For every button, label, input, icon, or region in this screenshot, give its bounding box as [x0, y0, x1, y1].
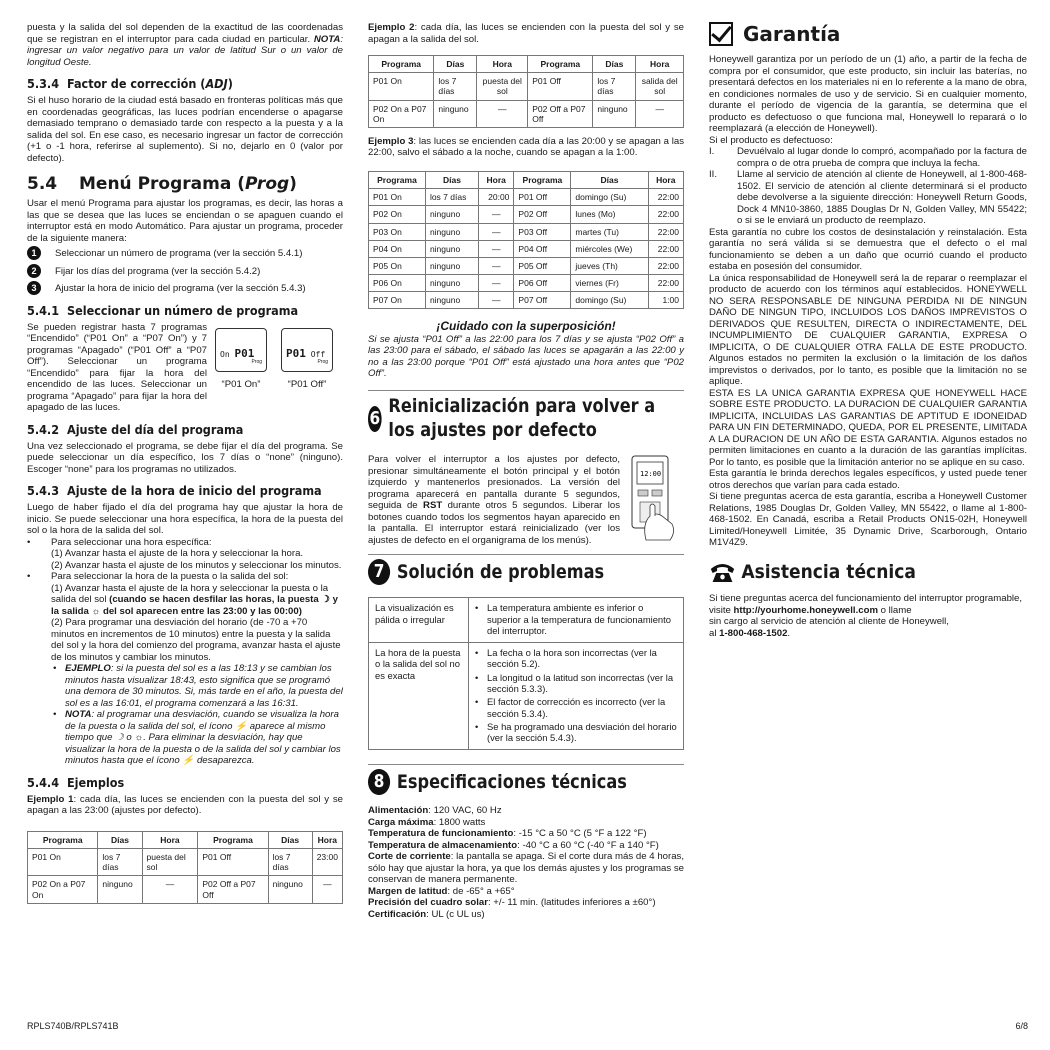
table-row: P02 On a P07 On ninguno — P02 Off a P07 Off ninguno —	[28, 876, 343, 903]
spec-item: Temperatura de funcionamiento: -15 °C a 50 °C (5 °F a 122 °F)	[368, 828, 647, 840]
warranty-paragraph: Honeywell garantiza por un período de un (1) año, a partir de la fecha de compra por el consumidor, que este producto, sin incluir las baterías, no presentará defectos en los materiales ni en lo referente a la mano de obra, en condiciones normales de uso y de servicio. Si en cualquier momento, durante el período de vigencia de la garantía, se determina que el producto es defectuoso o que funciona mal, Honeywell lo reparará o lo reemplazará (a elección de Honeywell).	[709, 54, 1027, 134]
table-row: P04 On ninguno — P04 Off miércoles (We) 22:00	[369, 240, 684, 257]
list-item: I. Devuélvalo al lugar donde lo compró, acompañado por la factura de compra o de otra prueba de compra que incluya la fecha.	[709, 146, 1027, 169]
lcd-example-off	[281, 328, 333, 414]
section-number-icon: 6	[368, 406, 382, 432]
example-note: • EJEMPLO: si la puesta del sol es a las 18:13 y se cambian los minutos hasta visualizar 18:43, esto significa que se programó una demora de 30 minutos. Si, más tarde en el año, la puesta del sol es a las 16:01, el programa comenzará a las 16:31.	[51, 663, 343, 709]
warranty-paragraph: Si el producto es defectuoso:	[709, 134, 833, 146]
step-number-icon: 1	[27, 246, 41, 260]
table-row: P05 On ninguno — P05 Off jueves (Th) 22:00	[369, 257, 684, 274]
spec-item: Temperatura de almacenamiento: -40 °C a 60 °C (-40 °F a 140 °F)	[368, 839, 659, 851]
table-row: P01 On los 7 días puesta del sol P01 Off los 7 días salida del sol	[369, 73, 684, 100]
section-8-heading: 8 Especificaciones técnicas	[368, 769, 685, 795]
section-5-4-1-block	[27, 322, 343, 414]
example-1-text: Ejemplo 1: cada día, las luces se encienden con la puesta del sol y se apagan a las 23:00 (ajustes por defecto).	[27, 793, 343, 817]
warranty-paragraph: La única responsabilidad de Honeywell será la de reparar o reemplazar el producto de acuerdo con los términos aquí establecidos. HONEYWELL NO SERA RESPONSABLE DE NINGUNA PERDIDA NI DE NINGUN DAÑO DE NINGUN TIPO, INCLUIDOS LOS DAÑOS IMPREVISTOS O DERIVADOS QUE RESULTEN, DIRECTA O INDIRECTAMENTE, DEL INCUMPLIMIENTO DE CUALQUIER GARANTIA, EXPRESA O IMPLICITA, O DE CUALQUIER OTRA FALLA DE ESTE PRODUCTO. Algunos estados no permiten la exclusión o la limitación de los daños imprevistos o derivados, por lo tanto, es posible que la limitación no se aplique.	[709, 272, 1027, 387]
section-5-3-4-heading: 5.3.4 Factor de corrección (ADJ)	[27, 76, 233, 91]
table-row: P07 On ninguno — P07 Off domingo (Su) 1:00	[369, 292, 684, 309]
warranty-paragraph: ESTA ES LA UNICA GARANTIA EXPRESA QUE HONEYWELL HACE SOBRE ESTE PRODUCTO. LA DURACION DE CUALQUIER GARANTIA IMPLICITA, INCLUIDAS LAS GARANTIAS DE APTITUD E IDONEIDAD PARA UN FIN DETERMINADO, QUEDA, POR EL PRESENTE, LIMITADA A LA DURACION DE UN AÑO DE ESTA GARANTIA. Algunos estados no permiten limitaciones en cuanto a la duración de las garantías implícitas. Por lo tanto, es posible que la limitación anterior no se aplique en su caso.	[709, 387, 1027, 468]
table-row: P03 On ninguno — P03 Off martes (Tu) 22:00	[369, 223, 684, 240]
section-7-heading: 7 Solución de problemas	[368, 559, 685, 585]
section-5-4-text: Usar el menú Programa para ajustar los programas, es decir, las horas a las que se desea que las luces se enciendan o se apaguen cuando el interruptor está en modo Automático. Para ajustar un programa, proceder de la siguiente manera:	[27, 198, 343, 244]
section-6-text: Para volver el interruptor a los ajustes por defecto, presionar simultáneamente el botón principal y el botón izquierdo y mantenerlos presionados. La versión del programa aparecerá en pantalla durante 5 segundos, seguida de RST durante otros 5 segundos. Liberar los botones cuando todos los segmentos hayan aparecido en la pantalla. El interruptor estará reinicializado (ver los ajustes de defecto en el organigrama de los menús).	[368, 454, 620, 546]
section-5-4-3-text: Luego de haber fijado el día del programa hay que ajustar la hora de inicio. Se puede seleccionar una hora específica, la hora de la puesta del sol o la hora de la salida del sol.	[27, 502, 343, 537]
table-row: P01 On los 7 días puesta del sol P01 Off los 7 días 23:00	[28, 849, 343, 876]
lcd-caption: “P01 Off”	[287, 379, 327, 391]
section-number-icon: 7	[368, 559, 390, 585]
table-row: La visualización es pálida o irregular • La temperatura ambiente es inferior o superior a la temperatura de funcionamiento del interruptor.	[369, 598, 684, 643]
offset-note: • NOTA: al programar una desviación, cuando se visualiza la hora de la puesta o la salida del sol, el ícono ⚡ aparece al mismo tiempo que ☽ o ☼. Para eliminar la desviación, hay que visualizar la hora de la puesta o de la salida del sol y cambiar los minutos hasta que el ícono ⚡ desaparezca.	[51, 709, 343, 767]
table-row: La hora de la puesta o la salida del sol no es exacta • La fecha o la hora son incorrectas (ver la sección 5.2). • La longitud o la latitud son incorrectas (ver la sección 5.3.3). • El factor de corrección es incorrecto (ver la sección 5.3.4). • Se ha programado una desviación del horario (ver la sección 5.4.3).	[369, 643, 684, 750]
list-item: (2) Avanzar hasta el ajuste de los minutos y seleccionar los minutos.	[51, 559, 342, 571]
list-item: (1) Avanzar hasta el ajuste de la hora y seleccionar la hora.	[51, 548, 304, 560]
column-left	[27, 22, 343, 904]
example-2-text: Ejemplo 2: cada día, las luces se encienden con la puesta del sol y se apagan a la salida del sol.	[368, 22, 684, 45]
table-header-row: Programa Días Hora Programa Días Hora	[369, 171, 684, 188]
spec-item: Margen de latitud: de -65° a +65°	[368, 885, 515, 897]
warranty-heading: Garantía	[709, 22, 1027, 46]
lcd-display-icon: P01 Off Prog	[281, 328, 333, 372]
specs-list	[368, 805, 684, 920]
section-number-icon: 8	[368, 769, 390, 795]
support-url-link[interactable]: http://yourhome.honeywell.com	[733, 604, 878, 616]
example-1-table	[27, 831, 343, 904]
warranty-paragraph: Si tiene preguntas acerca de esta garantía, escriba a Honeywell Customer Relations, 1985 Douglas Dr, Golden Valley, MN 55422, o llame al 1-800-468-1502. En Canadá, escriba a Retail Products ON15-02H, Honeywell Limited/Honeywell Limitée, 35 Dynamic Drive, Scarborough, Ontario M1V4Z9.	[709, 491, 1027, 548]
footer-model: RPLS740B/RPLS741B	[27, 1021, 119, 1032]
spec-item: Precisión del cuadro solar: +/- 11 min. (latitudes inferiores a ±60°)	[368, 897, 656, 909]
list-item: • Para seleccionar la hora de la puesta o la salida del sol:	[27, 571, 343, 583]
lcd-caption: “P01 On”	[221, 379, 261, 391]
troubleshooting-table	[368, 597, 684, 750]
table-header-row: Programa Días Hora Programa Días Hora	[369, 56, 684, 73]
section-8	[368, 764, 684, 920]
lcd-example-on	[215, 328, 267, 414]
column-right	[709, 22, 1027, 639]
section-7	[368, 554, 684, 750]
list-item: II. Llame al servicio de atención al cliente de Honeywell, al 1-800-468-1502. El servicio de atención al cliente determinará si el producto debe devolverse a la siguiente dirección: Honeywell Return Goods, Dock 4 MN10-3860, 1885 Douglas Dr N, Golden Valley, MN 55422; o si se le enviará un producto de reemplazo.	[709, 169, 1027, 226]
section-5-4-4-heading: 5.4.4 Ejemplos	[27, 774, 125, 790]
section-5-3-4-text: Si el huso horario de la ciudad está basado en fronteras políticas más que en coordenadas geográficas, las luces podrían encenderse o apagarse demasiado temprano o demasiado tarde con respecto a la puesta y a la salida del sol. En ese caso, es necesario ingresar un factor de corrección (+1 o -1 hora, referirse al suplemento). Si no, dejarlo en 0 (valor por defecto).	[27, 95, 343, 164]
checkbox-icon	[709, 22, 733, 46]
list-item: 3 Ajustar la hora de inicio del programa (ver la sección 5.4.3)	[27, 283, 343, 295]
intro-paragraph: puesta y la salida del sol dependen de la exactitud de las coordenadas que se registran en el interruptor para cada ciudad en particular. NOTA: ingresar un valor negativo para un valor de latitud Sur o un valor de longitud Oeste.	[27, 22, 343, 68]
list-item: (2) Para programar una desviación del horario (de -70 a +70 minutos en incrementos de 10 minutos) entre la puesta y la salida del sol y la hora del comienzo del programa, avanzar hasta el ajuste de los minutos y cambiar los minutos.	[51, 617, 341, 663]
phone-icon	[709, 561, 736, 583]
tech-support-text: sin cargo al servicio de atención al cliente de Honeywell,	[709, 616, 949, 628]
spec-item: Certificación: UL (c UL us)	[368, 908, 485, 920]
spec-item: Corte de corriente: la pantalla se apaga. Si el corte dura más de 4 horas, sólo hay que ajustar la hora, ya que los demás ajustes y los programas se conservan de manera permanente.	[368, 851, 684, 886]
table-row: P02 On ninguno — P02 Off lunes (Mo) 22:00	[369, 206, 684, 223]
table-header-row: Programa Días Hora Programa Días Hora	[28, 831, 343, 848]
section-6	[368, 390, 684, 547]
column-middle	[368, 22, 684, 920]
list-item: (1) Avanzar hasta el ajuste de la hora y seleccionar la puesta o la salida del sol (cuando se hacen desfilar las horas, la puesta ☽ y la salida ☼ del sol aparecen entre las 23:00 y las 00:00)	[51, 582, 338, 617]
warranty-paragraph: Esta garantía le brinda derechos legales específicos, y usted puede tener otros derechos que varían para cada estado.	[709, 468, 1027, 491]
spec-item: Carga máxima: 1800 watts	[368, 816, 486, 828]
section-5-4-heading: 5.4 Menú Programa (Prog)	[27, 174, 297, 194]
section-5-4-1-heading: 5.4.1 Seleccionar un número de programa	[27, 302, 299, 318]
section-5-4-2-text: Una vez seleccionado el programa, se debe fijar el día del programa. Se puede seleccionar un día específico, los 7 días o “none” (ninguno). Escoger “none” para los programas no utilizados.	[27, 440, 343, 475]
step-number-icon: 2	[27, 264, 41, 278]
table-row: P01 On los 7 días 20:00 P01 Off domingo (Su) 22:00	[369, 189, 684, 206]
svg-text:12:00: 12:00	[640, 470, 662, 479]
caution-title: ¡Cuidado con la superposición!	[436, 319, 616, 334]
program-steps-list	[27, 248, 343, 295]
example-2-table	[368, 55, 684, 128]
table-row: P06 On ninguno — P06 Off viernes (Fr) 22:00	[369, 275, 684, 292]
step-number-icon: 3	[27, 281, 41, 295]
lcd-examples	[215, 328, 333, 414]
spec-item: Alimentación: 120 VAC, 60 Hz	[368, 805, 502, 817]
tech-support-text: Si tiene preguntas acerca del funcionamiento del interruptor programable, visite http://yourhome.honeywell.com o llame	[709, 593, 1023, 616]
device-reset-icon	[628, 454, 680, 544]
list-item: • Para seleccionar una hora específica:	[27, 537, 343, 549]
tech-support-heading: Asistencia técnica	[709, 561, 995, 584]
footer-page-number: 6/8	[1015, 1021, 1028, 1032]
example-3-text: Ejemplo 3: las luces se encienden cada día a las 20:00 y se apagan a las 22:00, salvo el sábado a la noche, cuando se apagan a la 1:00.	[368, 135, 684, 159]
warranty-paragraph: Esta garantía no cubre los costos de desinstalación y reinstalación. Esta garantía no será válida si se demuestra que el defecto o el mal funcionamiento se deben a un daño que ocurrió cuando el producto estaba en posesión del consumidor.	[709, 226, 1027, 272]
section-5-4-2-heading: 5.4.2 Ajuste del día del programa	[27, 421, 244, 437]
example-3-table	[368, 171, 684, 310]
section-5-4-1-text: Se pueden registrar hasta 7 programas “Encendido” (“P01 On” a “P07 On”) y 7 programas “Apagado” (“P01 Off” a “P07 Off”). Seleccionar un programa “Encendido” para fijar la hora del encendido de las luces. Seleccionar un programa “Apagado” para fijar la hora del apagado de las luces.	[27, 321, 207, 414]
caution-text: Si se ajusta “P01 Off” a las 22:00 para los 7 días y se ajusta “P02 Off” a las 23:00 para el sábado, el sábado las luces se apagarán a las 22:00 y no a las 23:00 porque “P01 Off” está ajustado una hora antes que “P02 Off”.	[368, 333, 684, 380]
table-row: P02 On a P07 On ninguno — P02 Off a P07 Off ninguno —	[369, 100, 684, 127]
section-6-heading: 6 Reinicialización para volver a los ajustes por defecto	[369, 394, 656, 441]
tech-support-text: al 1-800-468-1502.	[709, 627, 791, 639]
section-5-4-3-heading: 5.4.3 Ajuste de la hora de inicio del programa	[27, 483, 322, 499]
lcd-display-icon: On P01 Prog	[215, 328, 267, 372]
list-item: 1 Seleccionar un número de programa (ver la sección 5.4.1)	[27, 248, 343, 260]
list-item: 2 Fijar los días del programa (ver la sección 5.4.2)	[27, 266, 343, 278]
section-6-body	[368, 454, 684, 546]
